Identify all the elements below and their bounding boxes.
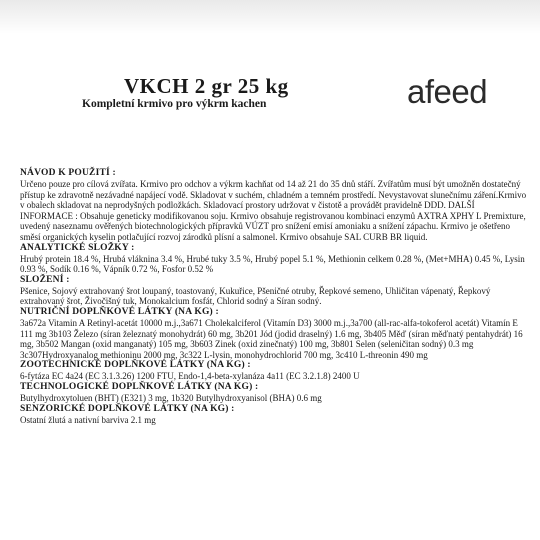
top-shadow: [0, 0, 540, 34]
product-subtitle: Kompletní krmivo pro výkrm kachen: [82, 98, 267, 110]
technological-heading: TECHNOLOGICKÉ DOPLŇKOVÉ LÁTKY (NA KG) :: [20, 381, 259, 392]
analytical-text: Hrubý protein 18.4 %, Hrubá vláknina 3.4 %, Hrubé tuky 3.5 %, Hrubý popel 5.1 %, Methionin celkem 0.28 %, (Met+MHA) 0.45 %, Lysin 0.93 %, Sodík 0.16 %, Vápník 0.72 %, Fosfor 0.52 %: [20, 253, 525, 275]
brand-logo: afeed: [407, 73, 488, 110]
sensory-text: Ostatní žlutá a nativní barviva 2.1 mg: [20, 414, 156, 425]
zootechnical-text: 6-fytáza EC 4a24 (EC 3.1.3.26) 1200 FTU, Endo-1,4-beta-xylanáza 4a11 (EC 3.2.1.8) 2400 U: [20, 371, 360, 382]
composition-heading: SLOŽENÍ :: [20, 274, 70, 285]
product-title: VKCH 2 gr 25 kg: [124, 74, 289, 98]
usage-text: Určeno pouze pro cílová zvířata. Krmivo pro odchov a výkrm kachňat od 14 až 21 do 35 dnů stáří. Zvířatům musí být umožněn dostatečný přístup ke zdravotně nezávadné napájecí vodě. Skladovat v suchém, chladném a temném prostředí. Nevystavovat slunečnímu záření.Krmivo v obalech skladovat na neprodyšných podložkách. Skladovací prostory udržovat v čistotě a provádět pravidelně DDD. DALŠÍ INFORMACE : Obsahuje geneticky modifikovanou soju. Krmivo obsahuje registrovanou kombinaci enzymů AXTRA XPHY L Premixture, uvedený naseznamu ověřených biotechnologických přípravků VÚZT pro snížení emisí amoniaku a snížení zápachu. Krmivo je ošetřeno směsí organických kyselin potlačující rozvoj zárodků plísní a salmonel. Krmivo obsahuje SAL CURB BR liquid.: [20, 179, 527, 242]
sensory-heading: SENZORICKÉ DOPLŇKOVÉ LÁTKY (NA KG) :: [20, 403, 235, 414]
label-content: [20, 168, 528, 425]
technological-text: Butylhydroxytoluen (BHT) (E321) 3 mg, 1b320 Butylhydroxyanisol (BHA) 0.6 mg: [20, 392, 322, 403]
composition-text: Pšenice, Sojový extrahovaný šrot loupaný, toastovaný, Kukuřice, Pšeničné otruby, Řepkové semeno, Uhličitan vápenatý, Řepkový extrahovaný šrot, Živočišný tuk, Monokalcium fosfát, Chlorid sodný a Síran sodný.: [20, 285, 491, 307]
usage-heading: NÁVOD K POUŽITÍ :: [20, 168, 116, 178]
nutritional-text: 3a672a Vitamin A Retinyl-acetát 10000 m.j.,3a671 Cholekalciferol (Vitamín D3) 3000 m.j.,3a700 (all-rac-alfa-tokoferol acetát) Vitamín E 111 mg 3b103 Železo (síran železnatý monohydrát) 60 mg, 3b201 Jód (jodid draselný) 1.6 mg, 3b405 Měď (síran měďnatý pentahydrát) 16 mg, 3b502 Mangan (oxid manganatý) 105 mg, 3b603 Zinek (oxid zinečnatý) 100 mg, 3b801 Selen (seleničitan sodný) 0.3 mg 3c307Hydroxyanalog methioninu 2000 mg, 3c322 L-lysin, monohydrochlorid 700 mg, 3c410 L-threonin 490 mg: [20, 317, 523, 360]
nutritional-heading: NUTRIČNÍ DOPLŇKOVÉ LÁTKY (NA KG) :: [20, 306, 219, 317]
zootechnical-heading: ZOOTECHNICKÉ DOPLŇKOVÉ LÁTKY (NA KG) :: [20, 360, 251, 371]
analytical-heading: ANALYTICKÉ SLOŽKY :: [20, 242, 135, 253]
